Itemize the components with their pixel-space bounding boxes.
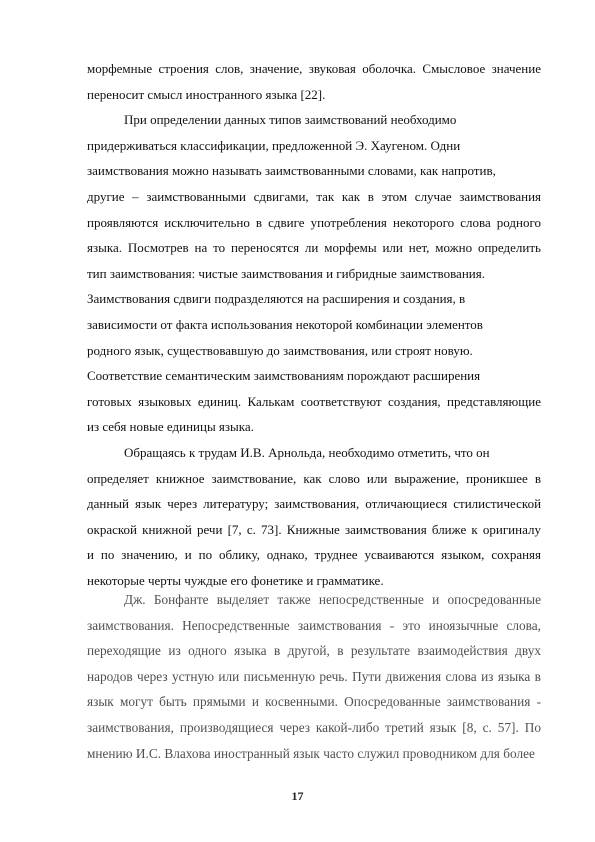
text-line: другие – заимствованными сдвигами, так как в этом случае заимствования: [87, 188, 542, 204]
text-line: переносит смысл иностранного языка [22].: [87, 86, 326, 102]
text-line: тип заимствования: чистые заимствования и гибридные заимствования.: [87, 265, 485, 281]
text-line: переходящие из одного языка в другой, в результате взаимодействия двух: [87, 643, 542, 659]
text-line: определяет книжное заимствование, как слово или выражение, проникшее в: [87, 470, 541, 486]
text-line: заимствования. Непосредственные заимствования - это иноязычные слова,: [87, 617, 541, 633]
text-line: Обращаясь к трудам И.В. Арнольда, необходимо отметить, что он: [124, 444, 490, 460]
text-line: и по значению, и по облику, однако, труднее усваиваются языком, сохраняя: [87, 547, 541, 563]
text-line: язык могут быть прямыми и косвенными. Опосредованные заимствования -: [87, 694, 542, 710]
text-line: родного язык, существовавшую до заимствования, или строят новую.: [87, 342, 473, 358]
text-line: зависимости от факта использования некоторой комбинации элементов: [87, 316, 483, 332]
text-line: Заимствования сдвиги подразделяются на расширения и создания, в: [87, 291, 466, 307]
text-line: заимствования можно называть заимствованными словами, как напротив,: [87, 163, 496, 179]
text-line: Соответствие семантическим заимствованиям порождают расширения: [87, 368, 481, 384]
page-number: 17: [291, 789, 304, 803]
text-line: Дж. Бонфанте выделяет также непосредственные и опосредованные: [124, 592, 541, 607]
text-line: данный язык через литературу; заимствования, отличающиеся стилистической: [87, 496, 542, 512]
body-text-light: [87, 587, 541, 766]
text-line: При определении данных типов заимствований необходимо: [124, 112, 457, 128]
text-line: морфемные строения слов, значение, звуковая оболочка. Смысловое значение: [87, 61, 541, 76]
text-line: мнению И.С. Влахова иностранный язык часто служил проводником для более: [87, 745, 535, 761]
body-text-dark: [87, 56, 541, 593]
text-line: некоторые черты чуждые его фонетике и грамматике.: [87, 572, 384, 588]
text-line: проявляются исключительно в сдвиге употребления некоторого слова родного: [87, 214, 541, 230]
text-line: готовых языковых единиц. Калькам соответствуют создания, представляющие: [87, 393, 541, 409]
text-line: из себя новые единицы языка.: [87, 419, 254, 435]
text-line: заимствования, производящиеся через какой-либо третий язык [8, с. 57]. По: [87, 719, 541, 735]
text-line: народов через устную или письменную речь. Пути движения слова из языка в: [87, 668, 541, 684]
text-line: окраской книжной речи [7, с. 73]. Книжные заимствования ближе к оригиналу: [87, 521, 541, 537]
text-line: придерживаться классификации, предложенной Э. Хаугеном. Одни: [87, 137, 461, 153]
text-line: языка. Посмотрев на то переносятся ли морфемы или нет, можно определить: [87, 240, 541, 256]
